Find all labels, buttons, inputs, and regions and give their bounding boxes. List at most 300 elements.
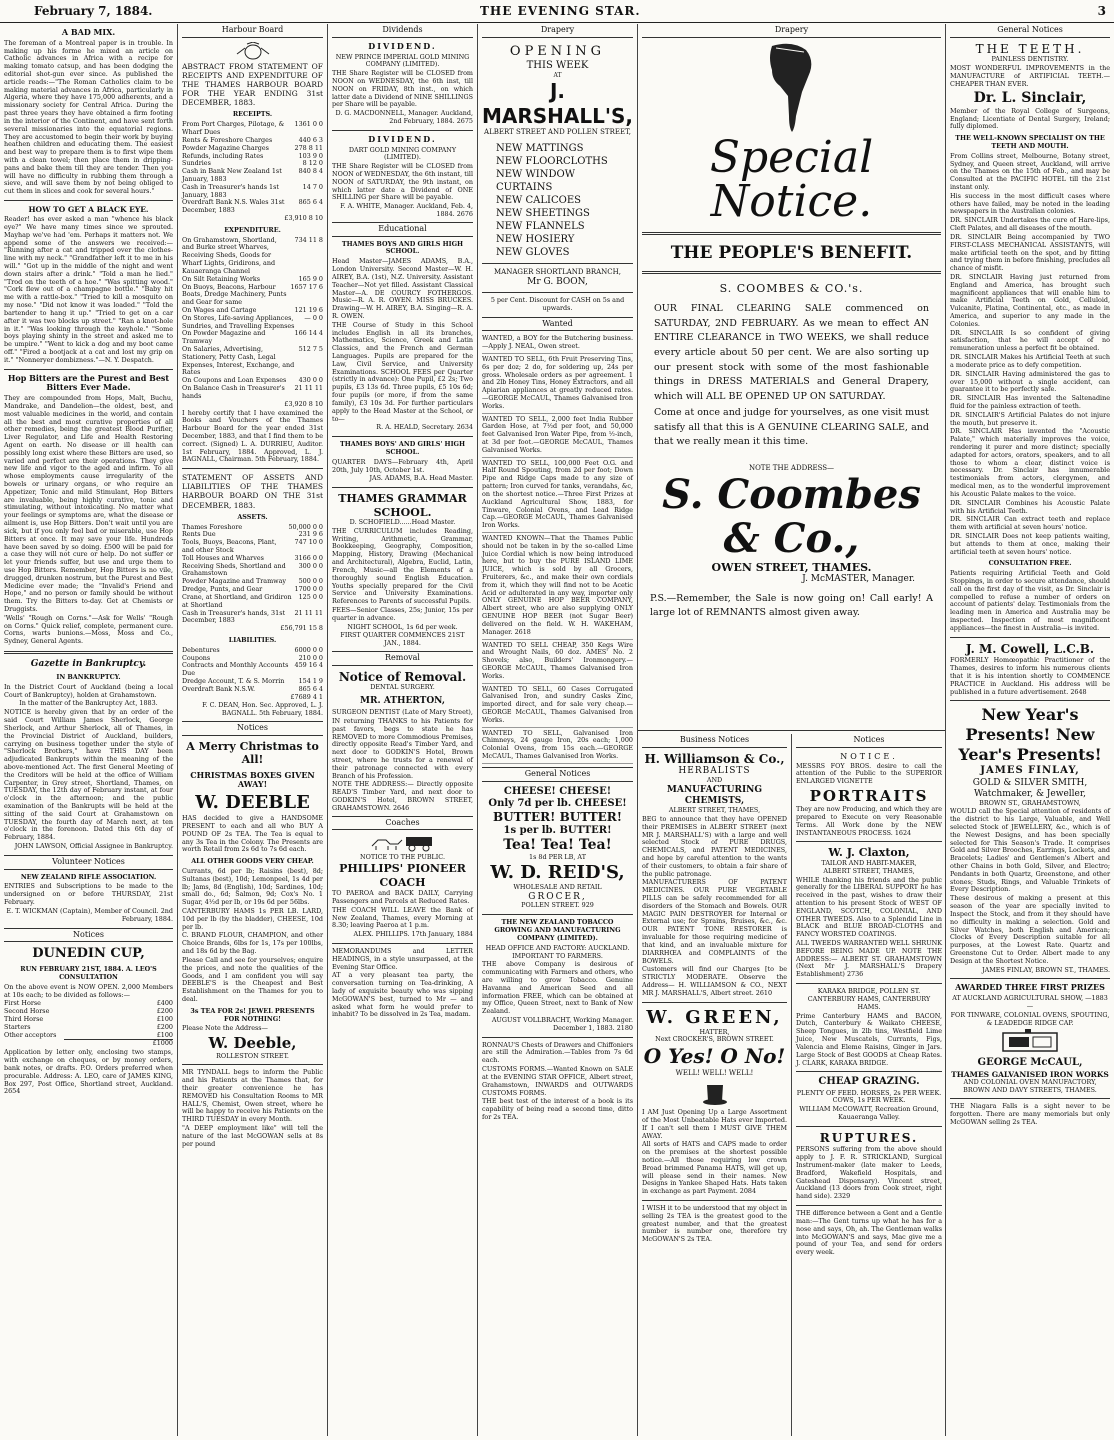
article-title-bad-mix: A BAD MIX. (61, 27, 116, 37)
assets-list (182, 524, 323, 626)
harbour-abstract-title: ABSTRACT FROM STATEMENT OF RECEIPTS AND EXPENDITURE OF THE THAMES HARBOUR BOARD FOR THE YEAR ENDING 31st DECEMBER, 1883. (182, 61, 323, 108)
coach-signature: ALEX. PHILLIPS. 17th January, 1884 (353, 930, 473, 939)
section-head-general-2: General Notices (950, 24, 1110, 38)
section-head-notices-3: Notices (796, 734, 942, 748)
liabilities-total: £7689 4 1 (290, 692, 323, 701)
column-5 (638, 24, 946, 1436)
receipt-amount: 8 12 0 (302, 159, 323, 168)
expenditure-amount: 512 7 5 (298, 345, 323, 354)
assets-total: £56,791 15 8 (280, 624, 323, 633)
tobacco-farmers: IMPORTANT TO FARMERS. (512, 951, 603, 960)
atherton-name: MR. ATHERTON, (360, 696, 445, 707)
prize-amount: £100 (156, 1015, 173, 1024)
asset-label: Rents Due (182, 530, 216, 539)
christmas-boxes: CHRISTMAS BOXES GIVEN AWAY! (190, 769, 315, 790)
cowell-text: FORMERLY Homœopathic Practitioner of the Thames, desires to inform his numerous clients that it is his intention shortly to COMMENCE PRACTICE in Auckland. His address will be published in a future advertisement. 2648 (950, 656, 1110, 696)
expenditure-total-row (182, 401, 323, 409)
deeble-invite: Please Call and see for yourselves; enquire the prices, and note the qualities of the Goods, and I am confident you will say DEEBLE'S is the Cheapest and Best Establishment on the Thames for you to deal. (182, 955, 323, 1003)
section-head-general: General Notices (482, 767, 633, 782)
drapery-item: NEW FLOORCLOTHS (496, 156, 608, 168)
high-school-signature: R. A. HEALD, Secretary. 2634 (376, 423, 473, 432)
sinclair-name: Dr. L. Sinclair, (973, 89, 1087, 106)
deeble-address: ROLLESTON STREET. (216, 1051, 289, 1060)
pointing-hand-icon (762, 42, 822, 134)
first-quarter: FIRST QUARTER COMMENCES 21ST JAN., 1884. (340, 631, 465, 648)
sinclair-claim: DR. SINCLAIR Has invented the Saltenadine fluid for the painless extraction of teeth. (950, 394, 1110, 410)
cash-discount: 5 per Cent. Discount for CASH on 5s and upwards. (490, 295, 625, 312)
claxton-text: WHILE thanking his friends and the public generally for the LIBERAL SUPPORT he has received in the past, wishes to draw their attention to his present Stock of WEST OF ENGLAND, SCOTCH, COLONIAL, AND OTHER TWEEDS. Also to a Splendid Line in BLACK and BLUE BROAD-CLOTHS and FANCY WORSTED COATINGS. (796, 875, 942, 939)
marshalls-address: ALBERT STREET AND POLLEN STREET, (484, 127, 631, 136)
rifle-association-title: NEW ZEALAND RIFLE ASSOCIATION. (20, 872, 157, 881)
wanted-ad: WANTED TO SELL, Galvanised Iron Chimneys, 24 gauge Iron, 20s each; 1,000 Colonial Ovens, from 15s each.—GEORGE McCAUL, Thames Galvanised Iron Works. (482, 730, 633, 764)
receipt-amount: 1361 0 0 (294, 120, 323, 129)
coombes-co-sub: S. COOMBES & CO.'s. (719, 282, 864, 296)
prize-amount: £200 (156, 1007, 173, 1016)
receipt-amount: 840 8 4 (298, 167, 323, 176)
assets-total-row (182, 625, 323, 633)
cheap-grazing-title: CHEAP GRAZING. (818, 1076, 920, 1088)
claxton-address: ALBERT STREET, THAMES, (823, 866, 915, 875)
prize-amount: £400 (156, 999, 173, 1008)
sinclair-patients: Patients requiring Artificial Teeth and Gold Stoppings, in order to secure attendance, should call on the first day of the visit, as Dr. Sinclair is compelled to refuse a number of orders on account of patients' delay. Testimonials from the leading men in America and Australia may be inspected. Inspection of most magnificent appliances—the finest in Australia—is invited. (950, 569, 1110, 632)
section-head-notices: Notices (4, 928, 173, 943)
williamson-herbalists: HERBALISTS (678, 766, 751, 777)
gent-note: THE difference between a Gent and a Gentle man:—The Gent turns up what he has for a nose and says, Oh, ah. The Gentleman walks into McGOWAN'S and says, Mac give me a pound of your Tea, and send for orders every week. (796, 1209, 942, 1257)
assets-statement-title: STATEMENT OF ASSETS AND LIABILITIES OF THE THAMES HARBOUR BOARD ON THE 31st DECEMBER, 1883. (182, 473, 323, 510)
dart-text: THE Share Register will be CLOSED from NOON of WEDNESDAY, the 6th instant, till NOON of SATURDAY, the 9th instant, on which latter date a Dividend of ONE SHILLING per Share will be payable. (332, 162, 473, 202)
gazette-title: Gazette in Bankruptcy. (30, 659, 147, 670)
column-6 (946, 24, 1114, 1436)
newspaper-title: THE EVENING STAR. (480, 4, 641, 18)
prizes-for: FOR TINWARE, COLONIAL OVENS, SPOUTING, & LEADEDGE RIDGE CAP. (950, 1010, 1110, 1027)
asset-row (182, 539, 323, 555)
expenditure-row (182, 346, 323, 377)
williamson-charges: Customers will find our Charges [to be STRICTLY MODERATE. Observe the Address— H. WILLIAMSON & CO., NEXT MR J. MARSHALL'S, Albert street. 2610 (642, 965, 787, 997)
best-test-note: THE best test of the interest of a book is its capability of being read a second time, ditto for 2s TEA. (482, 1097, 633, 1121)
receipt-label: Overdraft Bank N.S. Wales 31st December, 1883 (182, 198, 285, 215)
asset-amount: 300 0 0 (298, 561, 323, 570)
asset-row (182, 594, 323, 610)
section-head-drapery: Drapery (482, 24, 633, 38)
finlay-trade: GOLD & SILVER SMITH, Watchmaker, & Jeweller, (972, 777, 1088, 799)
liability-label: Dredge Account, T. & S. Morrin (182, 677, 285, 686)
teeth-title: THE TEETH. (975, 41, 1085, 56)
peoples-benefit-title: THE PEOPLE'S BENEFIT. (670, 242, 913, 263)
receipt-label: Powder Magazine Charges (182, 143, 269, 152)
well-well-well: WELL! WELL! WELL! (675, 1068, 754, 1077)
consultation-free: CONSULTATION FREE. (988, 559, 1072, 568)
expenditure-row (182, 284, 323, 307)
deeble-tea: 3s TEA FOR 2s! JEWEL PRESENTS FOR NOTHING! (190, 1006, 315, 1023)
receipt-amount: 865 6 4 (298, 198, 323, 207)
section-head-educational: Educational (332, 222, 473, 237)
column-3 (328, 24, 478, 1436)
deeble-hams: CANTERBURY HAMS 1s PER LB. LARD, 10d per lb (by the bladder), CHEESE, 10d per lb. (182, 907, 323, 931)
receipt-label: From Port Charges, Pilotage, & Wharf Dues (182, 120, 285, 137)
expenditure-amount: 166 14 4 (294, 329, 323, 338)
tobacco-company-title: THE NEW ZEALAND TOBACCO GROWING AND MANUFACTURING COMPANY (LIMITED). (494, 918, 621, 942)
finlay-text: WOULD call the Special attention of residents of the district to his Large, Valuable, and Well selected Stock of JEWELLERY, &c., which is of the Newest Designs, and has been specially selected for This Season's Trade. It comprises Gold and Silver Brooches, Earrings, Lockets, and Bracelets; Ladies' and Gentlemen's Albert and other Chains in both Gold, Silver, and Electro; Pendants in both Quartz, Greenstone, and other stones; Studs, Rings, and Valuable Trinkets of Every Description. (950, 807, 1110, 894)
customs-forms-notice: CUSTOMS FORMS.—Wanted Known on SALE at the EVENING STAR OFFICE, Albert street, Grahamstown, INWARDS and OUTWARDS CUSTOMS FORMS. (482, 1065, 633, 1097)
prize-amount: £200 (156, 1022, 173, 1031)
clark-text: Prime Canterbury HAMS and BACON, Dutch, Canterbury & Waikato CHEESE, Sheep Tongues, in 2lb tins, Westfield Lime Juice, New Muscatels, Currants, Figs, Valencia and Eleme Raisins, Ginger in Jars. Large Stock of Best GOODS at Cheap Rates. J. CLARK, KARAKA BRIDGE. (796, 1011, 942, 1067)
receipt-row (182, 121, 323, 137)
asset-row (182, 563, 323, 579)
drapery-item: NEW FLANNELS (496, 221, 585, 233)
drapery-item: NEW MATTINGS (496, 143, 584, 155)
tyndall-notice: MR TYNDALL begs to inform the Public and his Patients at the Thames that, for their greater convenience he has REMOVED his Consultation Rooms to MR HALL'S, Chemist, Owen street, where he will be happy to receive his Patients on the THIRD TUESDAY in every Month. (182, 1068, 323, 1124)
drapery-item: NEW GLOVES (496, 247, 570, 259)
sinclair-arrival: From Collins street, Melbourne, Botany street, Sydney, and Queen street, Auckland, will arrive on the Thames on the 15th of Feb., and may be Consulted at the PACIFIC HOTEL till the 21st instant only. (950, 151, 1110, 192)
section-head-volunteer: Volunteer Notices (4, 855, 173, 870)
high-school-title-2: THAMES BOYS' AND GIRLS' HIGH SCHOOL. (339, 440, 466, 456)
clearing-sale-invite: Come at once and judge for yourselves, as one visit must satisfy all that this is A GENUINE CLEARING SALE, and that we really mean it this time. (654, 406, 929, 448)
sinclair-claim: DR. SINCLAIR Being accompanied by TWO FIRST-CLASS MECHANICAL ASSISTANTS, will make artificial teeth on the spot, and by fitting and trying them in before finishing, precludes all chance of misfit. (950, 232, 1110, 273)
tobacco-head-office: HEAD OFFICE AND FACTORY: AUCKLAND. (485, 943, 630, 952)
grammar-fees: FEES—Senior Classes, 25s; Junior, 15s per quarter in advance. (332, 605, 473, 622)
dunedin-cup-sub: RUN FEBRUARY 21ST, 1884. A. LEO'S CONSULTATION (20, 965, 157, 981)
receipt-label: Cash in Bank New Zealand 1st January, 1883 (182, 167, 282, 183)
sinclair-claim: DR. SINCLAIR Combines his Acoustic Palate with his Artificial Teeth. (950, 498, 1110, 515)
dunedin-cup-footer: Application by letter only, enclosing two stamps, with exchange on cheques, or by money orders, bank notes, or drafts. P.O. Orders preferred when procurable. Address: A. LEO, care of JAMES KING, Box 297, Post Office, Shortland street, Auckland. 2654 (4, 1048, 173, 1096)
reids-wholesale: WHOLESALE AND RETAIL (513, 882, 602, 891)
prize-amount: £100 (156, 1030, 173, 1039)
wanted-ad: WANTED, a BOY for the Butchering business.—Apply J. NEAL, Owen street. (482, 335, 633, 354)
mccaul-works: THAMES GALVANISED IRON WORKS (951, 1069, 1109, 1079)
liability-label: Contracts and Monthly Accounts Due (182, 661, 289, 678)
cheese-heading: CHEESE! CHEESE! (503, 785, 612, 797)
liability-amount: 865 6 4 (298, 684, 323, 693)
portraits-title: PORTRAITS (809, 786, 929, 805)
tobacco-signature: AUGUST VOLLBRACHT, Working Manager. December 1, 1883. 2180 (491, 1016, 633, 1032)
wanted-ad: WANTED TO SELL, 6th Fruit Preserving Tins, 6s per doz; 2 do, for soldering up, 24s per gross. Wholesale orders as per agreement. 1 and 2lb Honey Tins, Honey Extractors, and all Apiarian appliances at greatly reduced rates.—GEORGE McCAUL, Thames Galvanised Iron Works. (482, 356, 633, 414)
drapery-item: NEW SHEETINGS (496, 208, 590, 220)
mccaul-oven: AND COLONIAL OVEN MANUFACTORY, BROWN AND DAVY STREETS, THAMES. (963, 1077, 1097, 1094)
shortland-manager-label: MANAGER SHORTLAND BRANCH, (493, 268, 621, 277)
deeble-name-2: W. Deeble, (208, 1034, 297, 1053)
prize-total: £1000 (152, 1039, 173, 1048)
expenditure-label: On Balance Cash in Treasurer's hands (182, 384, 285, 400)
section-head-business: Business Notices (642, 734, 787, 748)
column-1 (0, 24, 178, 1436)
expenditure-label: On Coupons and Loan Expenses (182, 376, 287, 385)
coach-horses-icon (368, 834, 438, 852)
wanted-ad: WANTED TO SELL, 2,000 feet India Rubber Garden Hose, at 7½d per foot, and 50,000 feet Galvanised Iron Water Pipe, from ½-inch, at 3d per foot.—GEORGE McCAUL, Thames Galvanised Works. (482, 416, 633, 458)
section-head-dividends: Dividends (332, 24, 473, 38)
tea-party-note: AT a very pleasant tea party, the conversation turning on Tea-drinking, A lady of exquisite beauty who was sipping McGOWAN'S best, turned to Mr — and asked what form he would prefer to inhabit? To be dissolved in 2s Tea, madam. (332, 971, 473, 1019)
prize-total-row (64, 1039, 173, 1048)
high-school-course: THE Course of Study in this School includes English in all its branches, Mathematics, Science, Greek and Latin Classics, and the French and German Languages. Pupils are prepared for the Law, Civil Service, and University Examinations. SCHOOL FEES per Quarter (strictly in advance): One Pupil, £2 2s; Two pupils, £3 13s 6d. Three pupils, £5 10s 6d; four pupils (or more, if from the same family), £3 10s 3d. For further particulars apply to the Head Master at the School, or to— (332, 320, 473, 423)
expenditure-label: On Grahamstown, Shortland, and Burke street Wharves, Receiving Sheds, Goods for Wharf Lights, Gridirons, and Kauaeranga Channel (182, 235, 277, 275)
expenditure-amount: 21 11 11 (294, 384, 323, 393)
sinclair-success: His success in the most difficult cases where others have failed, may be noted in the leading newspapers in the Australian colonies. (950, 191, 1110, 216)
foy-text-2: They are now Producing, and which they are prepared to Execute on very Reasonable Terms. All Work done by the NEW INSTANTANEOUS PROCESS. 1624 (796, 805, 942, 837)
section-head-harbour: Harbour Board (182, 24, 323, 38)
three-prizes-title: AWARDED THREE FIRST PRIZES (955, 982, 1105, 993)
williamson-name: H. Williamson & Co., (644, 751, 785, 766)
colonial-oven-icon (995, 1029, 1065, 1055)
expenditure-row (182, 237, 323, 276)
hat-icon (702, 1079, 728, 1107)
wanted-ad: WANTED KNOWN—That the Thames Public should not be taken in by the so-called Lime Juice Cordial which is now being introduced here, but to buy the PURE ISLAND LIME JUICE, which is sold by all Grocers, Fruiterers, &c., and make their own cordials from it, which they will find not to be Acetic Acid or adulterated in any way, importer only ONLY GENUINE HOP BEER COMPANY, Albert street, who are also supplying ONLY GENUINE HOP BEER (not Sugar Beer) delivered on the field. W. H. WAKEHAM, Manager. 2618 (482, 535, 633, 640)
grazing-signature: WILLIAM McCOWATT, Recreation Ground, Kauaeranga Valley. (799, 1105, 939, 1121)
section-head-coaches: Coaches (332, 816, 473, 831)
green-name: W. GREEN, (646, 1006, 783, 1028)
prize-list (4, 1000, 173, 1039)
page-number: 3 (1097, 4, 1106, 18)
prize-label: Third Horse (4, 1015, 44, 1024)
sinclair-claim: DR. SINCLAIR Makes his Artificial Teeth at such a moderate price as to defy competition. (950, 353, 1110, 369)
tea-heading: Tea! Tea! Tea! (503, 836, 612, 853)
atherton-address: NOTE THE ADDRESS:— Directly opposite READ'S Timber Yard, and next door to GODKIN'S Hotel, BROWN STREET, GRAHAMSTOWN. 2646 (332, 780, 473, 812)
ruptures-text: PERSONS suffering from the above should apply to J. F. R. STRICKLAND, Surgical Instrument-maker (late maker to Leeds, Bradford, Wakefield Hospitals, and Gateshead Dispensary). Vincent street, Auckland (13 doors from Cook street, right hand side). 2329 (796, 1145, 942, 1201)
grammar-school-master: D. SCHOFIELD......Head Master. (349, 518, 456, 526)
receipt-row (182, 199, 323, 215)
article-bad-mix: The foreman of a Montreal paper is in trouble. In making up his forme he mixed an article on Catholic advances in Africa with a recipe for making tomato catsup, and has been dodging the editorial shot-gun ever since. As published the article reads:—"The Roman Catholics claim to be making material advances in Africa, particularly in Algeria, where they have 175,000 adherents, and a missionary society for Central Africa. During the past three years they have obtained a firm footing in the interior of the Continent, and have sent forth several missionaries into the equatorial regions. They are accustomed to begin their work by buying heathen children and educating them. The easiest and best way to prepare them is to first wipe them with a clean towel; then place them in dripping-pans and bake them till they are tender. Then you will have no difficulty in rubbing them through a sieve, and will save them by not being obliged to cut them in slices and cook for several hours." (4, 38, 173, 196)
asset-amount: 231 9 6 (298, 530, 323, 539)
receipts-total-row (182, 215, 323, 223)
coach-notice: NOTICE TO THE PUBLIC. (360, 853, 445, 862)
wanted-ad: WANTED TO SELL CHEAP, 350 Kegs Wire and Wrought Nails, 60 doz. AMES' No. 2 Shovels; also, Builders' Ironmongery.—GEORGE McCAUL, Thames Galvanised Iron Works. (482, 642, 633, 684)
asset-label: Thames Foreshore (182, 522, 243, 531)
bankruptcy-court: In the District Court of Auckland (being a local Court of Bankruptcy), holden at Grahamstown. (4, 682, 173, 699)
asset-label: Receiving Sheds, Shortland and Grahamstown (182, 561, 286, 578)
prize-label: Other acceptors (4, 1030, 57, 1039)
expenditure-label: On Wages and Cartage (182, 305, 257, 314)
asset-label: Powder Magazine and Tramway (182, 577, 287, 586)
drapery-items-list (496, 142, 633, 259)
expenditure-row (182, 315, 323, 331)
expenditure-amount: 734 11 8 (294, 235, 323, 244)
bankruptcy-act: In the matter of the Bankruptcy Act, 1883. (19, 699, 158, 708)
receipt-label: Rents & Foreshore Charges (182, 135, 273, 144)
finlay-name: JAMES FINLAY, (980, 765, 1080, 777)
liability-row (182, 662, 323, 678)
prince-imperial-company: NEW PRINCE IMPERIAL GOLD MINING COMPANY (LIMITED). (335, 52, 470, 69)
coach-route: TO PAEROA and BACK DAILY, Carrying Passengers and Parcels at Reduced Rates. (332, 889, 473, 905)
foy-notice-title: NOTICE. (840, 751, 898, 761)
issue-date: February 7, 1884. (34, 4, 153, 18)
harbour-signature: F. C. DEAN, Hon. Sec. Approved, L. J. BAGNALL. 5th February, 1884. (202, 701, 323, 718)
receipt-amount: 14 7 0 (302, 182, 323, 191)
claxton-trade: TAILOR AND HABIT-MAKER, (821, 858, 917, 867)
expenditure-row (182, 385, 323, 401)
prince-imperial-signature: D. G. MACDONNELL, Manager. Auckland, 2nd February, 1884. 2675 (335, 109, 473, 125)
expenditure-heading: EXPENDITURE. (224, 225, 281, 234)
sinclair-credentials: Member of the Royal College of Surgeons, England; Licentiate of Dental Surgery, Ireland; fully diplomed. (950, 106, 1110, 131)
reids-name: W. D. REID'S, (490, 861, 625, 883)
rifle-association-signature: E. T. WICKMAN (Captain), Member of Council. 2nd February, 1884. (6, 906, 173, 923)
canterbury-hams: CANTERBURY HAMS, CANTERBURY HAMS. (807, 995, 931, 1011)
expenditure-label: On Buoys, Beacons, Harbour Boats, Dredge Machinery, Punts and Gear for same (182, 282, 287, 307)
deeble-flour: C. BRAND FLOUR, CHAMPION, and other Choice Brands, 6lbs for 1s, 17s per 100lbs, and 18s 6d by the Bag. (182, 931, 323, 956)
sinclair-claim: DR. SINCLAIR Has invented the "Acoustic Palate," which materially improves the voice, rendering it purer and more distinct; specially adapted for actors, orators, speakers, and to all those to whom a clear, distinct voice is necessary. Dr. Sinclair has innumerable testimonials from actors, clergymen, and medical men, as to the wonderful improvement his Acoustic Palate makes to the voice. (950, 427, 1110, 498)
wanted-list (482, 335, 633, 764)
drapery-item: NEW WINDOW CURTAINS (496, 169, 575, 194)
agricultural-show: AT AUCKLAND AGRICULTURAL SHOW, —1883— (952, 994, 1108, 1010)
mcgowan-note-3: I WISH it to be understood that my object in selling 2s TEA is the greatest good to the greatest number, and that the greatest number is number one, therefore try McGOWAN'S 2s TEA. (642, 1204, 787, 1244)
receipt-amount: 103 9 0 (298, 151, 323, 160)
tea-price: 1s 8d PER LB, AT (529, 852, 586, 861)
dart-company: DART GOLD MINING COMPANY (LIMITED). (348, 145, 457, 162)
expenditure-amount: 430 0 0 (298, 376, 323, 385)
sinclair-claim: DR. SINCLAIR Is so confident of giving satisfaction, that he will accept of no remuneration unless a perfect fit be obtained. (950, 328, 1110, 353)
liability-label: Coupons (182, 653, 211, 662)
liabilities-heading: LIABILITIES. (228, 635, 277, 644)
green-address: Next CROCKER'S, BROWN STREET. (655, 1035, 774, 1044)
asset-label: Tools, Buoys, Beacons, Plant, and other Stock (182, 538, 277, 555)
grammar-curriculum: THE CURRICULUM includes Reading, Writing, Arithmetic, Grammar, Bookkeeping, Geography, Composition, Mapping, History, Drawing (Mechanical and Architectural), Algebra, Euclid, Latin, French, Music—all the Elements of a thoroughly sound English Education. Youths specially prepared for the Civil Service and University Examinations. References to Parents of successful Pupils. (332, 526, 473, 606)
prize-label: Second Horse (4, 1007, 50, 1016)
expenditure-total: £3,920 8 10 (284, 399, 323, 408)
cheese-price: Only 7d per lb. CHEESE! (488, 797, 627, 809)
asset-label: Dredge, Punts, and Gear (182, 585, 263, 594)
williamson-and: AND (706, 776, 723, 785)
section-head-drapery-2: Drapery (642, 24, 941, 38)
expenditure-label: On Silt Retaining Works (182, 274, 261, 283)
williamson-chemists: MANUFACTURING CHEMISTS, (666, 785, 763, 807)
expenditure-label: On Stores, Life-saving Appliances, Sundries, and Travelling Expenses (182, 313, 295, 330)
expenditure-amount: 165 9 0 (298, 274, 323, 283)
clearing-sale-text: OUR FINAL CLEARING SALE commenced on SATURDAY, 2ND FEBRUARY. As we mean to effect AN ENTIRE CLEARANCE in TWO WEEKS, we shall reduce every article about 50 per cent. We are also sorting up our present stock with some of the most fashionable things in DRESS MATERIALS and General Drapery, which will ALL BE OPENED UP ON SATURDAY. (654, 302, 929, 403)
opening-at: AT (553, 71, 562, 79)
article-title-black-eye: HOW TO GET A BLACK EYE. (28, 205, 149, 214)
new-years-presents: New Year's Presents! New Year's Presents! (958, 705, 1102, 765)
receipts-heading: RECEIPTS. (232, 110, 273, 119)
receipt-label: Refunds, including Rates (182, 151, 264, 160)
section-head-removal: Removal (332, 651, 473, 666)
special-notice-title: Special Notice. (709, 131, 874, 227)
atherton-title: SURGEON DENTIST (Late of Mary Street), (332, 708, 473, 717)
dental-surgery: DENTAL SURGERY. (370, 683, 435, 692)
cowell-name: J. M. Cowell, L.C.B. (965, 641, 1095, 656)
expenditure-list (182, 237, 323, 401)
bankruptcy-heading: IN BANKRUPTCY. (56, 673, 121, 682)
dividend-title-1: DIVIDEND. (368, 40, 437, 51)
receipt-label: Cash in Treasurer's hands 1st January, 1883 (182, 182, 279, 199)
deeble-name: W. DEEBLE (195, 792, 310, 814)
mcgowan-note-2: "A DEEP employment like" will tell the nature of the last McGOWAN sells at 8s per pound (182, 1124, 323, 1148)
assets-heading: ASSETS. (237, 512, 268, 521)
painless-dentistry: PAINLESS DENTISTRY. (991, 55, 1069, 64)
ruptures-title: RUPTURES. (819, 1130, 919, 1145)
williamson-address: ALBERT STREET, THAMES, (668, 806, 761, 815)
marshalls-name: J. MARSHALL'S, (482, 79, 634, 128)
liability-amount: 459 16 4 (294, 661, 323, 670)
dart-signature: F. A. WHITE, Manager. Auckland, Feb. 4, 1884. 2676 (340, 202, 473, 219)
asset-amount: 50,000 0 0 (288, 522, 323, 531)
niagara-note: THE Niagara Falls is a sight never to be forgotten. There are many memorials but only McGOWAN selling 2s TEA. (950, 1102, 1110, 1126)
liability-amount: 6000 0 0 (294, 645, 323, 654)
opening-this-week: THIS WEEK (526, 59, 589, 71)
receipt-amount: 278 8 11 (294, 143, 323, 152)
removal-title: Notice of Removal. (338, 669, 467, 684)
night-school: NIGHT SCHOOL, 1s 6d per week. (347, 622, 458, 631)
asset-amount: 747 10 0 (294, 538, 323, 547)
asset-label: Cash in Treasurer's hands, 31st December, 1883 (182, 608, 286, 625)
hop-bitters-title: Hop Bitters are the Purest and Best Bitters Ever Made. (7, 372, 170, 393)
expenditure-amount: — 0 0 (304, 313, 323, 322)
coombes-ps: P.S.—Remember, the Sale is now going on! Call early! A large lot of REMNANTS almost given away. (650, 592, 933, 619)
hop-bitters-text: They are compounded from Hops, Malt, Buchu, Mandrake, and Dandelion—the oldest, best, and most valuable medicines in the world, and contain all the best and most curative properties of all other remedies, being the greatest Blood Purifier, Liver Regulator, and Life and Health Restoring Agent on earth. No disease or ill health can possibly long exist where these Bitters are used, so varied and perfect are their operations. They give new life and vigor to the aged and infirm. To all whose employments cause irregularity of the bowels or urinary organs, or who require an Appetizer, Tonic and mild Stimulant, Hop Bitters are invaluable, being highly curative, tonic and stimulating, without intoxicating. No matter what your feelings or symptoms are, what the disease or ailment is, use Hop Bitters. Don't wait until you are sick, but if you only feel bad or miserable, use Hop Bitters at once. It may save your life. Hundreds have been saved by so doing. £500 will be paid for a case they will not cure or help. Do not suffer or let your friends suffer, but use and urge them to use Hop Bitters. Remember, Hop Bitters is no vile, drugged, drunken nostrum, but the Purest and Best Medicine ever made; the "Invalid's Friend and Hope," and no person or family should be without them. Try the Bitters to-day. Get at Chemists or Druggists. (4, 394, 173, 614)
dividend-title-2: DIVIDEND. (368, 133, 437, 144)
opening-title: OPENING (509, 43, 606, 59)
asset-amount: 125 0 0 (298, 592, 323, 601)
butter-heading: BUTTER! BUTTER! (492, 810, 623, 825)
grammar-school-title: THAMES GRAMMAR SCHOOL. (338, 492, 467, 519)
bankruptcy-notice: NOTICE is hereby given that by an order of the said Court William James Sherlock, George Sherlock, and Arthur Sherlock, all of Thames, in the Provincial District of Auckland, builders, carrying on business together under the style of "Sherlock Brothers," have THIS DAY been adjudicated Bankrupts within the meaning of the above-mentioned Act. The first General Meeting of the Creditors will be held at the office of William Carpenter, in Grey street, Shortland, Thames, on TUESDAY, the 12th day of February instant, at four o'clock in the afternoon; and the public examination of the Bankrupts will be held at the sitting of the said Court at Grahamstown on TUESDAY, the fourth day of March next, at ten o'clock in the forenoon. Dated this 6th day of February, 1884. (4, 708, 173, 842)
deeble-note: Please Note the Address— (182, 1024, 268, 1033)
memorandums-notice: MEMORANDUMS and LETTER HEADINGS, in a style unsurpassed, at the Evening Star Office. (332, 946, 473, 971)
rifle-association-text: ENTRIES and Subscriptions to be made to the undersigned on or before THURSDAY, 21st February. (4, 882, 173, 907)
liabilities-list (182, 647, 323, 694)
williamson-medicines: MANUFACTURERS OF PATENT MEDICINES. OUR PURE VEGETABLE PILLS can be safely recommended for all disorders of the Stomach and Bowels. OUR MAGIC PAIN DESTROYER for Internal or External use; for Sprains, Bruises, &c., &c. OUR PATENT TONE RESTORER is invaluable for those requiring medicine of that kind, and an invaluable mixture for DIARRHŒA and COMPLAINTS of the BOWELS. (642, 878, 787, 965)
atherton-text: IN returning THANKS to his Patients for past favors, begs to state he has REMOVED to more Commodious Premises, directly opposite Read's Timber Yard, and next door to GODKIN'S Hotel, Brown street, where he trusts for a renewal of their patronage connected with every Branch of his Profession. (332, 716, 473, 780)
sinclair-claim: DR. SINCLAIR'S Artificial Palates do not injure the mouth, but preserve it. (950, 410, 1110, 427)
rough-on-corns-text: 'Wells' "Rough on Corns."—Ask for Wells' "Rough on Corns." Quick relief, complete, permanent cure. Corns, warts bunions.—Moss, Moss and Co., Sydney, General Agents. (4, 613, 173, 646)
wanted-ad: WANTED TO SELL, 100,000 Feet O.G. and Half Round Spouting, from 2d per foot; Down Pipe and Ridge Caps made to any size of pattern; Iron curved for tanks, verandahs, &c, on the shortest notice.—Three First Prizes at Auckland Agricultural Show, 1883, for Tinware, Colonial Ovens, and Lead Ridge Cap.—GEORGE McCAUL, Thames Galvanised Iron Works. (482, 460, 633, 533)
coach-schedule: THE COACH WILL LEAVE the Bank of New Zealand, Thames, every Morning at 8.30; leaving Paeroa at 1 p.m. (332, 905, 473, 930)
claxton-text-2: ALL TWEEDS WARRANTED WELL SHRUNK BEFORE BEING MADE UP. NOTE THE ADDRESS:— ALBERT ST. GRAHAMSTOWN (Next Mr J. MARSHALL'S Drapery Establishment) 2736 (796, 939, 942, 979)
finlay-text-2: These desirous of making a present at this season of the year are specially invited to Inspect the Stock, and from it they should have no difficulty in making a selection. Gold and Silver Watches, both English and American; Clocks of Every Description suitable for all purposes, at the Lowest Rate. Quartz and Greenstone Cut to Order. Albert made to any Design at the Shortest Notice. (950, 894, 1110, 965)
merry-christmas-title: A Merry Christmas to All! (186, 739, 319, 767)
reids-address: POLLEN STREET. 929 (521, 901, 594, 910)
liabilities-total-row (182, 694, 323, 702)
liability-amount: 210 0 0 (298, 653, 323, 662)
sinclair-claims-list (950, 217, 1110, 556)
karaka-bridge-title: KARAKA BRIDGE, POLLEN ST. (817, 987, 921, 996)
column-2 (178, 24, 328, 1436)
sinclair-specialist: THE WELL-KNOWN SPECIALIST ON THE TEETH AND MOUTH. (955, 134, 1105, 150)
drapery-item: NEW CALICOES (496, 195, 581, 207)
high-school-staff: Head Master—JAMES ADAMS, B.A., London University. Second Master—W. H. AIREY, B.A. (1st), N.Z. University. Assistant Teacher—Not yet filled. Assistant Classical Master—A. DE COURCY FOTHERGOS. Music—R. A. R. OWEN. MISS BRUCKES. Drawing—W. H. AIREY, B.A. Singing—R. A. R. OWEN. (332, 257, 473, 320)
green-hatter: HATTER, (699, 1027, 730, 1036)
butter-price: 1s per lb. BUTTER! (503, 824, 612, 836)
masthead (0, 0, 1114, 23)
claxton-name: W. J. Claxton, (828, 846, 910, 860)
high-school-title: THAMES BOYS AND GIRLS HIGH SCHOOL. (341, 239, 464, 256)
coombes-name: S. Coombes & Co., (662, 470, 921, 562)
expenditure-row (182, 330, 323, 346)
deeble-cheap: ALL OTHER GOODS VERY CHEAP. (191, 857, 314, 866)
dunedin-cup-text: On the above event is NOW OPEN. 2,000 Members at 10s each; to be divided as follows:— (4, 982, 173, 999)
expenditure-label: On Salaries, Advertising, Stationery, Petty Cash, Legal Expenses, Interest, Exchange, and Rates (182, 345, 295, 377)
receipt-row (182, 168, 323, 184)
dunedin-cup-title: DUNEDIN CUP, (32, 946, 145, 962)
sinclair-claim: DR. SINCLAIR Undertakes the cure of Hare-lips, Cleft Palates, and all diseases of the mouth. (950, 216, 1110, 233)
ronnau-notice: RONNAU'S Chests of Drawers and Chiffoniers are still the Admiration.—Tables from 7s 6d each. (482, 1040, 633, 1065)
shortland-manager-name: Mr G. BOON, (527, 276, 588, 287)
williamson-text: BEG to announce that they have OPENED their PREMISES in ALBERT STREET (next MR J. MARSHALL'S) with a large and well selected Stock of PURE DRUGS, CHEMICALS, and PATENT MEDICINES, and hope by careful attention to the wants of their customers, to obtain a fair share of the public patronage. (642, 814, 787, 878)
coat-of-arms-icon (233, 42, 273, 60)
liability-label: Overdraft Bank N.S.W. (182, 684, 256, 693)
business-notices-column (638, 734, 792, 1436)
prize-label: Starters (4, 1022, 31, 1031)
wanted-ad: WANTED TO SELL, 60 Cases Corrugated Galvanised Iron, and sundry Casks Zinc, imported direct, and for sale very cheap.—GEORGE McCAUL, Thames Galvanised Iron Works. (482, 686, 633, 728)
finlay-address: BROWN ST., GRAHAMSTOWN, (979, 798, 1081, 807)
liability-amount: 154 1 9 (298, 677, 323, 686)
tobacco-text: THE above Company is desirous of communicating with Farmers and others, who are willing to grow Tobacco. Genuine Havanna and American Seed and all information FREE, which can be obtained at my Office, Queen Street, next to Bank of New Zealand. (482, 960, 633, 1016)
article-black-eye: Reader! has ever asked a man "whence his black eye?" We have many times since we sprouted. Mayhap we've had 'em. Perhaps it matters not. We append some of the answers we received:— "Running after a cat and tripped over the clothes-line with my neck." "Grandfather left it to me in his will." "Got up in the middle of the night and went down stairs after a drink." "Told a man he lied." "Trod on the teeth of a hoe." "Was spitting wood." "Cork flew out of a champagne bottle." "Baby hit me with a rattle-box." "Tried to kill a mosquito on my nose." "Did not know it was loaded." "Told the bartender to hang it up." "Tried to get on a car after it was two blocks up street." "Ran a knot-hole in it." "Was looking through the keyhole." "Some boys playing shinty in the street and asked me to be umpire." "Went to kick a dog and my boot came off." "Fired a bootjack at a cat and lost my grip on it." "Nonneryer dombizness."—N. Y. Despatch. (4, 215, 173, 364)
teeth-improvements: MOST WONDERFUL IMPROVEMENTS in the MANUFACTURE of ARTIFICIAL TEETH.—CHEAPER THAN EVER. (950, 64, 1110, 88)
deeble-prices: Currants, 6d per lb; Raisins (best), 8d; Sultanas (best), 10d; Lemonpeel, 1s 4d per lb; Jams, 8d (English), 10d; Sardines, 10d; small do., 6d; Salmon, 9d; Cox's No. 1 Sugar, 4½d per lb, or 19s 6d per 56lbs. (182, 866, 323, 907)
auditor-certificate: I hereby certify that I have examined the Books and Vouchers of the Thames Harbour Board for the year ended 31st December, 1883, and that I find them to be correct. (Signed) L. A. DURRIEU, Auditor. 1st February, 1884. Approved, L. J. BAGNALL, Chairman. 5th February, 1884. (182, 408, 323, 464)
pioneer-coach-title: PHILLIPS' PIONEER COACH (339, 862, 466, 889)
liability-label: Debentures (182, 645, 220, 654)
asset-amount: 1700 0 0 (294, 585, 323, 594)
asset-label: Crane, at Shortland, and Gridiron at Shortland (182, 592, 292, 609)
reids-grocer: GROCER, (528, 891, 587, 902)
